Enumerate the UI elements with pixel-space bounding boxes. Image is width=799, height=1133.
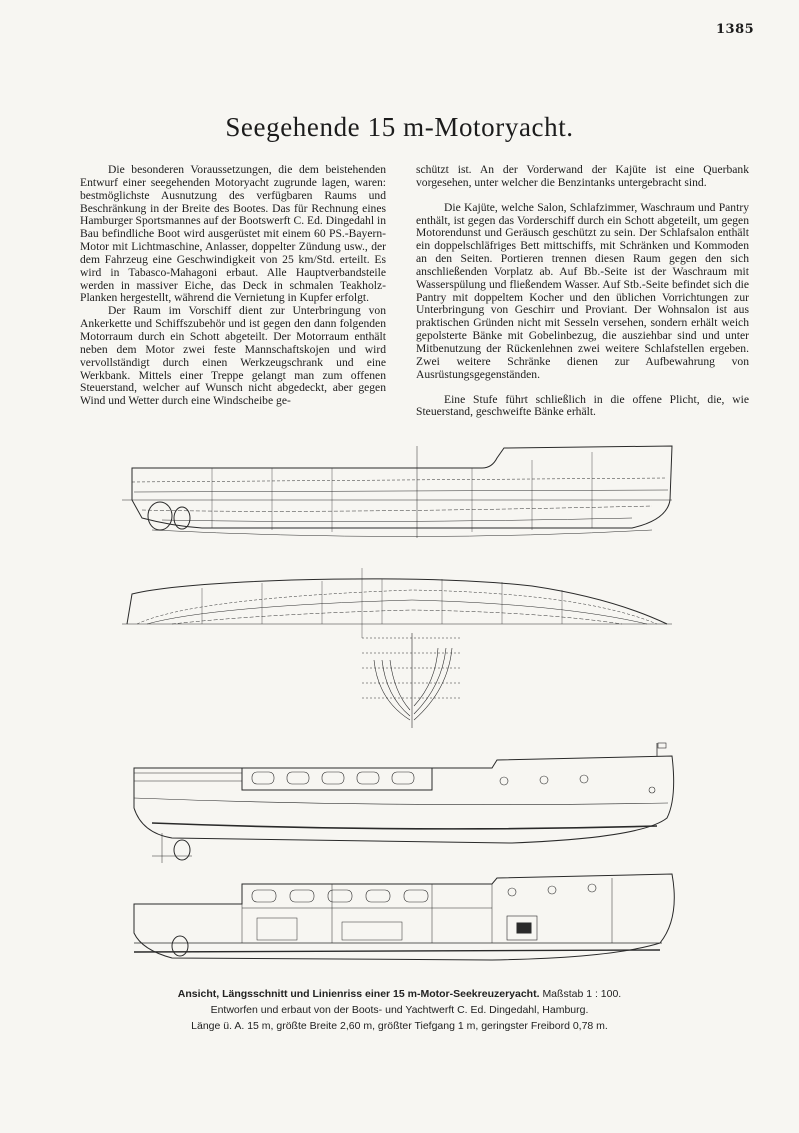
article-paragraph: Die Kajüte, welche Salon, Schlafzimmer, Waschraum und Pantry enthält, ist gegen das Vorderschiff durch ein Schott abgeteilt, um gegen Motorendunst und Geräusch geschützt zu sein. Der Schlafsalon enthält ein doppelschläfriges Bett mittschiffs, mit Schränken und Kommoden an den Seiten. Portieren trennen diesen Raum gegen den sich anschließenden Vorplatz ab. Auf Bb.-Seite ist der Waschraum mit Wasserspülung und fließendem Wasser. Auf Stb.-Seite befindet sich die Pantry mit doppeltem Kocher und den üblichen Vorrichtungen zur Unterbringung von Geschirr und Proviant. Der Wohnsalon ist aus praktischen Gründen nicht mit Sesseln versehen, sondern erhält weich gepolsterte Bänke mit Gobelinbezug, die ausziehbar sind und unter Mitbenutzung der Rückenlehnen zwei weitere Schlafstellen ergeben. Zwei weitere Schränke dienen zur Aufbewahrung von Ausrüstungsgegenständen. [416,200,749,381]
article-column-left [80,164,386,408]
article-paragraph: Der Raum im Vorschiff dient zur Unterbringung von Ankerkette und Schiffszubehör und ist gegen den dann folgenden Motorraum durch ein Schott abgeteilt. Der Motorraum enthält neben dem Motor zwei feste Mannschaftskojen und wird vervollständigt durch einen Werkzeugschrank und eine Werkbank. Mittels einer Treppe gelangt man zum offenen Steuerstand, welcher auf Wunsch nicht abgedeckt, aber gegen Wind und Wetter durch eine Windscheibe ge- [80,304,386,408]
yacht-longitudinal-section-drawing [134,874,674,960]
yacht-side-elevation-drawing [134,743,674,863]
article-paragraph: Die besonderen Voraussetzungen, die dem beistehenden Entwurf einer seegehenden Motoryacht zugrunde lagen, waren: bestmöglichste Ausnutzung des verfügbaren Raums und Beschränkung in der Breite des Bootes. Das für Rechnung eines Hamburger Sportsmannes auf der Bootswerft C. Ed. Dingedahl in Bau befindliche Boot wird ausgerüstet mit einem 60 PS.-Bayern-Motor mit Lichtmaschine, Anlasser, doppelter Zündung usw., der dem Fahrzeug eine Geschwindigkeit von 25 km/Std. erteilt. Es wird in Tabasco-Mahagoni erbaut. Alle Hauptverbandsteile werden in massiver Eiche, das Deck in schmalen Teakholz-Planken hergestellt, während die Vernietung in Kupfer erfolgt. [80,163,386,305]
caption-dimensions: Länge ü. A. 15 m, größte Breite 2,60 m, größter Tiefgang 1 m, geringster Freibord 0,78 m. [191,1020,608,1032]
article-paragraph-continuation: schützt ist. An der Vorderwand der Kajüte ist eine Querbank vorgesehen, unter welcher die Benzintanks untergebracht sind. [416,163,749,189]
article-paragraph: Eine Stufe führt schließlich in die offene Plicht, die, wie Steuerstand, geschweifte Bänke erhält. [416,392,749,419]
hull-profile-lines-drawing [122,446,672,538]
figure-caption [0,986,799,1034]
caption-title: Ansicht, Längsschnitt und Linienriss einer 15 m-Motor-Seekreuzeryacht. [177,988,540,1000]
article-title: Seegehende 15 m-Motoryacht. [225,112,574,142]
article-column-right [416,164,749,419]
hull-half-breadth-drawing [122,568,672,638]
yacht-drawings [112,438,692,978]
hull-body-plan-drawing [362,633,462,728]
caption-builder: Entworfen und erbaut von der Boots- und Yachtwerft C. Ed. Dingedahl, Hamburg. [210,1004,589,1016]
page-number: 1385 [716,22,755,37]
caption-scale: Maßstab 1 : 100. [542,988,622,1000]
